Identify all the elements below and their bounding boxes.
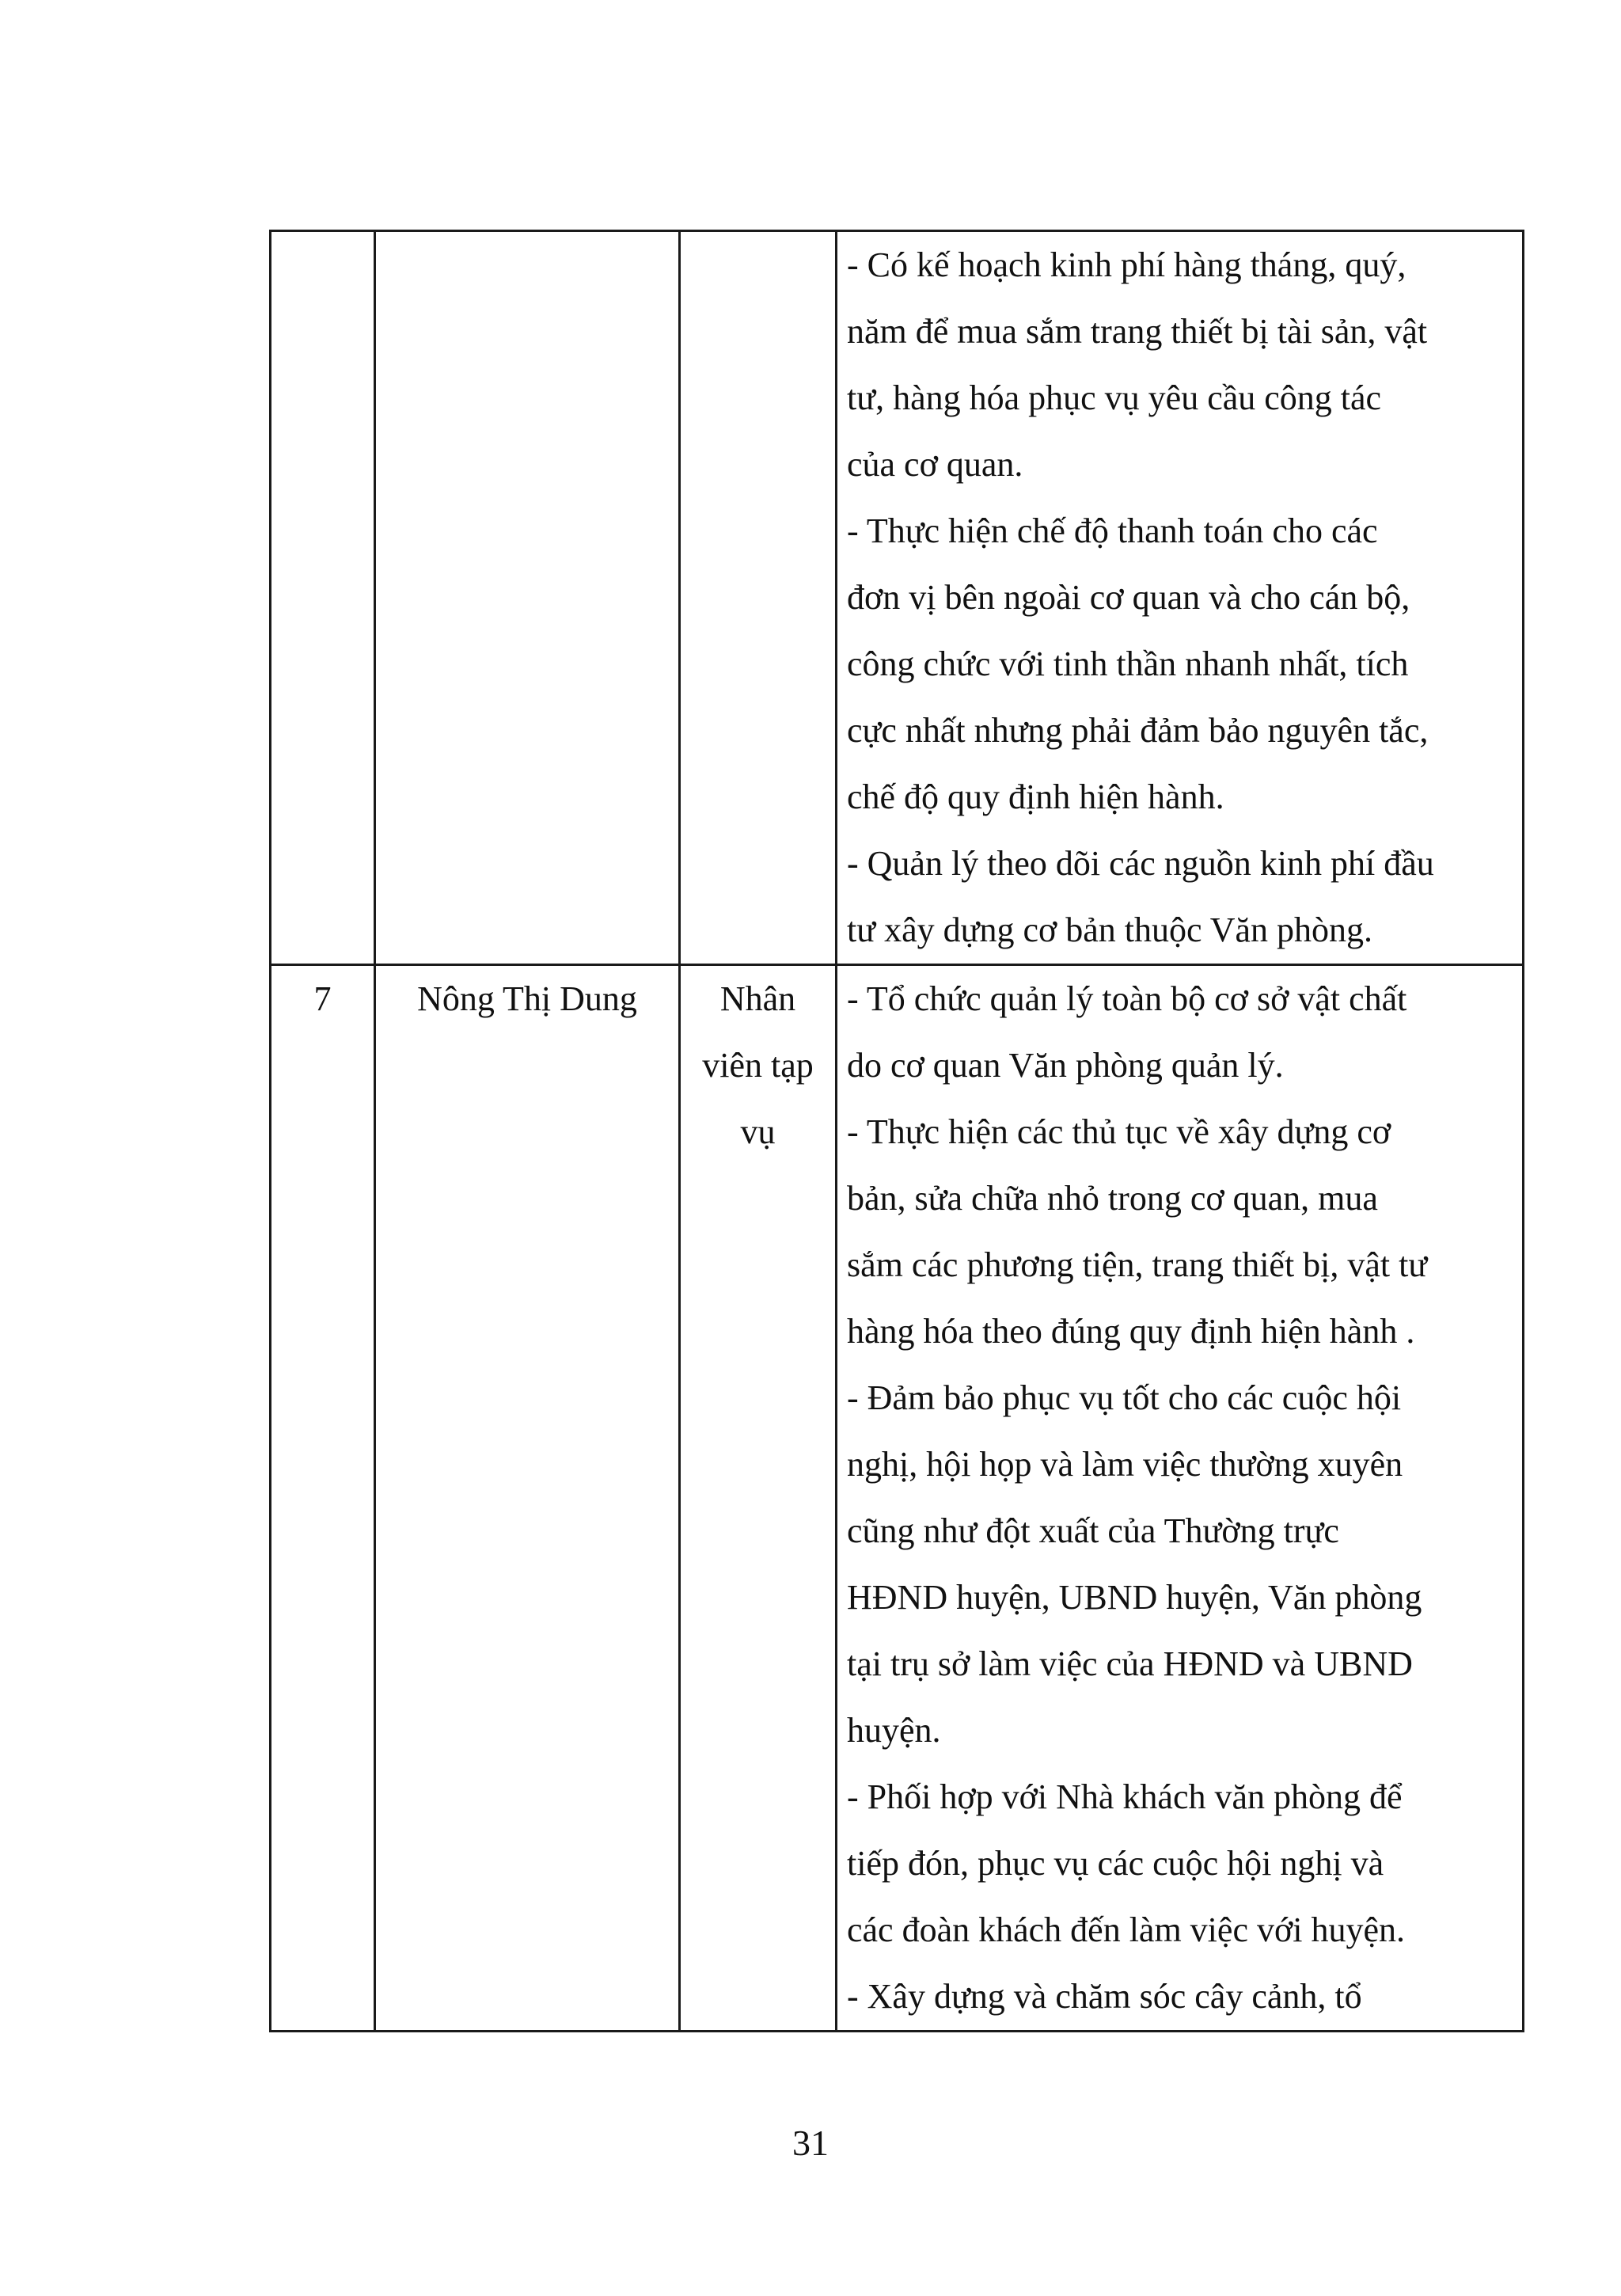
task-line: đơn vị bên ngoài cơ quan và cho cán bộ,: [847, 578, 1410, 617]
task-line: bản, sửa chữa nhỏ trong cơ quan, mua: [847, 1179, 1378, 1218]
task-line: hàng hóa theo đúng quy định hiện hành .: [847, 1312, 1415, 1351]
name-cell: [375, 231, 680, 965]
task-line: tại trụ sở làm việc của HĐND và UBND: [847, 1644, 1413, 1683]
duty-table: [269, 230, 1524, 2032]
task-line: năm để mua sắm trang thiết bị tài sản, vật: [847, 312, 1428, 351]
task-line: - Thực hiện các thủ tục về xây dựng cơ: [847, 1112, 1391, 1151]
task-line: sắm các phương tiện, trang thiết bị, vật tư: [847, 1245, 1428, 1284]
task-line: - Xây dựng và chăm sóc cây cảnh, tổ: [847, 1977, 1362, 2016]
table-row: [271, 231, 1524, 965]
task-line: cực nhất nhưng phải đảm bảo nguyên tắc,: [847, 711, 1429, 750]
role-cell: [680, 231, 837, 965]
task-line: huyện.: [847, 1711, 941, 1750]
task-line: các đoàn khách đến làm việc với huyện.: [847, 1910, 1405, 1949]
task-line: do cơ quan Văn phòng quản lý.: [847, 1046, 1284, 1085]
task-line: cũng như đột xuất của Thường trực: [847, 1511, 1339, 1550]
task-line: tư xây dựng cơ bản thuộc Văn phòng.: [847, 910, 1373, 949]
task-line: - Quản lý theo dõi các nguồn kinh phí đầu: [847, 844, 1434, 883]
role-line: Nhân: [719, 979, 796, 1018]
name-cell: Nông Thị Dung: [375, 965, 680, 2032]
task-line: - Thực hiện chế độ thanh toán cho các: [847, 511, 1378, 550]
task-cell: [837, 965, 1524, 2032]
table-row: [271, 965, 1524, 2032]
task-line: - Phối hợp với Nhà khách văn phòng để: [847, 1777, 1403, 1816]
role-line: viên tạp: [702, 1046, 814, 1085]
task-line: - Có kế hoạch kinh phí hàng tháng, quý,: [847, 245, 1407, 284]
stt-cell: [271, 231, 375, 965]
task-line: công chức với tinh thần nhanh nhất, tích: [847, 644, 1409, 683]
task-line: chế độ quy định hiện hành.: [847, 777, 1224, 816]
role-cell: [680, 965, 837, 2032]
role-line: vụ: [740, 1112, 776, 1151]
page-number: 31: [792, 2123, 829, 2163]
task-line: tiếp đón, phục vụ các cuộc hội nghị và: [847, 1844, 1384, 1883]
task-line: - Đảm bảo phục vụ tốt cho các cuộc hội: [847, 1378, 1402, 1417]
stt-cell: 7: [271, 965, 375, 2032]
task-cell: [837, 231, 1524, 965]
task-line: HĐND huyện, UBND huyện, Văn phòng: [847, 1578, 1422, 1617]
task-line: của cơ quan.: [847, 445, 1023, 484]
task-line: - Tổ chức quản lý toàn bộ cơ sở vật chất: [847, 979, 1407, 1018]
task-line: nghị, hội họp và làm việc thường xuyên: [847, 1445, 1403, 1484]
task-line: tư, hàng hóa phục vụ yêu cầu công tác: [847, 378, 1382, 417]
